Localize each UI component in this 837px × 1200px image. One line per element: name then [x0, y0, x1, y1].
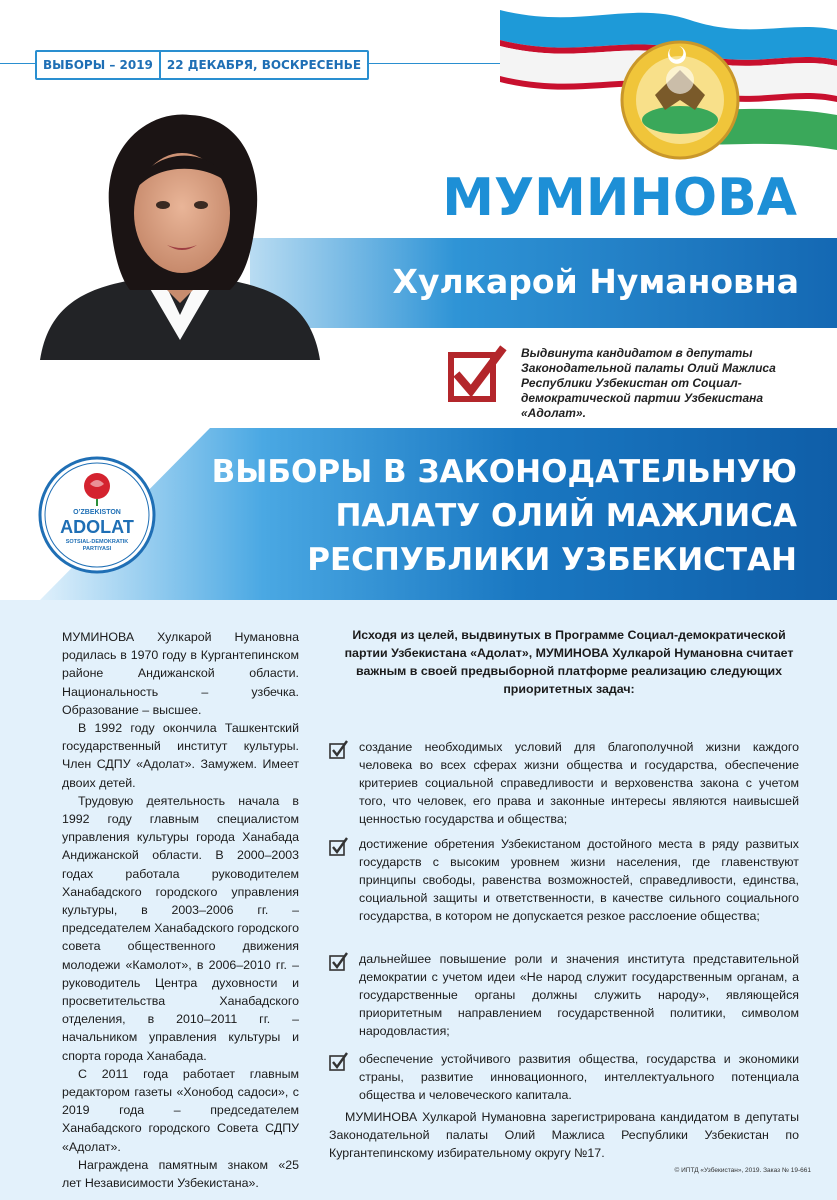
- registration-note: МУМИНОВА Хулкарой Нумановна зарегистрирована кандидатом в депутаты Законодательной палаты Олий Мажлиса Республики Узбекистан по Кургантепинскому избирательному округу №17.: [329, 1110, 799, 1160]
- platform-intro: Исходя из целей, выдвинутых в Программе Социал-демократической партии Узбекистана «Адолат», МУМИНОВА Хулкарой Нумановна считает важным в своей предвыборной платформе реализацию следующих приоритетных задач:: [344, 628, 794, 696]
- candidate-biography: [62, 628, 299, 1192]
- candidate-given-names: Хулкарой Нумановна: [392, 262, 799, 301]
- logo-top-text: O’ZBEKISTON: [73, 509, 121, 516]
- elections-badge: [35, 50, 369, 80]
- banner-title-line3: РЕСПУБЛИКИ УЗБЕКИСТАН: [307, 542, 797, 578]
- task-text: дальнейшее повышение роли и значения института представительной демократии с учетом идеи «Не народ служит государственным органам, а государственные органы должны служить народу», являющейся приоритетным направлением государственной политики, символом народовластия;: [359, 952, 799, 1038]
- task-text: достижение обретения Узбекистаном достойного места в ряду развитых государств с высоким уровнем жизни населения, где главенствуют принципы свободы, равенства возможностей, справедливости, единства, социальной защиты и ответственности, в качестве сильного социального государства, в котором не допускается резкое расслоение общества;: [359, 837, 799, 923]
- election-date: 22 ДЕКАБРЯ, ВОСКРЕСЕНЬЕ: [166, 58, 362, 72]
- logo-party-name: ADOLAT: [60, 517, 134, 537]
- flag-emblem-graphic: [490, 0, 837, 165]
- bio-paragraph: МУМИНОВА Хулкарой Нумановна родилась в 1970 году в Кургантепинском районе Андижанской области. Национальность – узбечка. Образование – высшее.: [62, 630, 299, 717]
- adolat-party-logo: [38, 456, 156, 574]
- logo-bottom-line1: SOTSIAL-DEMOKRATIK: [65, 539, 129, 545]
- bio-paragraph: Награждена памятным знаком «25 лет Независимости Узбекистана».: [62, 1157, 299, 1191]
- nomination-check-icon: [447, 345, 507, 405]
- banner-title-line1: ВЫБОРЫ В ЗАКОНОДАТЕЛЬНУЮ: [211, 454, 797, 490]
- imprint: © ИПТД «Узбекистан», 2019. Заказ № 19-661: [674, 1167, 811, 1174]
- task-text: создание необходимых условий для благополучной жизни каждого человека во всех сферах жизни общества и государства, обеспечение критериев социальной справедливости и верховенства закона с учетом того, что человек, его права и законные интересы являются наивысшей ценностью государства и общества;: [359, 740, 799, 826]
- bio-paragraph: В 1992 году окончила Ташкентский государственный институт культуры. Член СДПУ «Адолат». Замужем. Имеет двоих детей.: [62, 721, 299, 790]
- checkbox-icon: [329, 837, 349, 857]
- checkbox-icon: [329, 1052, 349, 1072]
- checkbox-icon: [329, 952, 349, 972]
- candidate-portrait: [40, 105, 320, 360]
- bio-paragraph: С 2011 года работает главным редактором газеты «Хонобод садоси», с 2019 года – председателем Ханабадского городского Совета СДПУ «Адолат».: [62, 1066, 299, 1154]
- platform-task: [329, 950, 799, 1040]
- logo-bottom-line2: PARTIYASI: [82, 546, 112, 552]
- banner-title: [177, 450, 797, 582]
- platform-task: [329, 835, 799, 925]
- elections-label: ВЫБОРЫ – 2019: [43, 58, 153, 72]
- platform-task: [329, 1050, 799, 1104]
- checkbox-icon: [329, 740, 349, 760]
- task-text: обеспечение устойчивого развития общества, государства и экономики страны, развитие инновационного, интеллектуального потенциала общества и человеческого капитала.: [359, 1052, 799, 1102]
- platform-task: [329, 738, 799, 828]
- banner-title-line2: ПАЛАТУ ОЛИЙ МАЖЛИСА: [335, 498, 797, 534]
- bio-paragraph: Трудовую деятельность начала в 1992 году главным специалистом управления культуры города Ханабада Андижанской области. В 2000–2003 годах работала руководителем Ханабадского городского управления культуры, в 2003–2006 гг. – председателем Ханабадского городского совета общественного движения молодежи «Камолот», в 2006–2010 гг. – руководитель Центра духовности и просветительства Ханабадского отделения, в 2010–2011 гг. – начальником управления культуры и спорта города Ханабада.: [62, 793, 299, 1063]
- candidate-surname: МУМИНОВА: [442, 168, 797, 228]
- nomination-text: Выдвинута кандидатом в депутаты Законодательной палаты Олий Мажлиса Республики Узбекистан от Социал-демократической партии Узбекистана «Адолат».: [521, 346, 776, 420]
